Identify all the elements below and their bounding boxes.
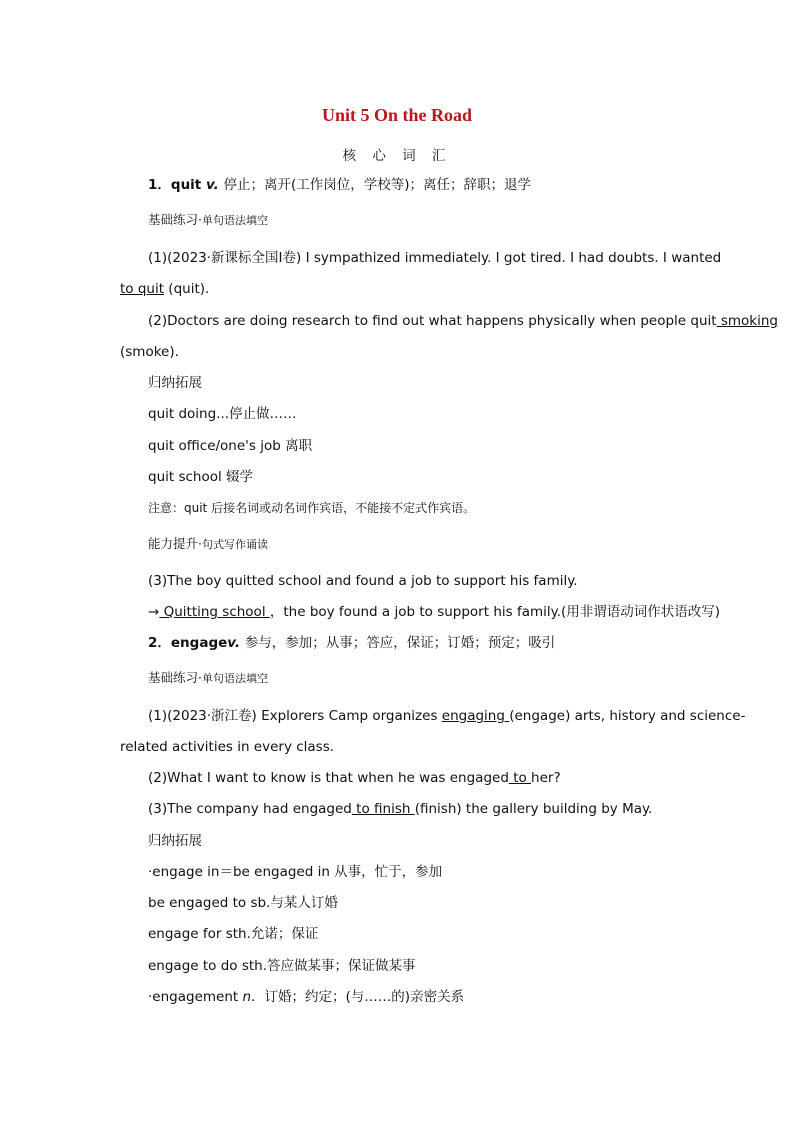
- exercise-quit-2-line1: (2)Doctors are doing research to find out what happens physically when people quit smoking: [148, 313, 778, 329]
- exercise-quit-3: (3)The boy quitted school and found a job to support his family.: [148, 573, 578, 589]
- entry-pos: v.: [205, 177, 219, 193]
- answer-blank: Quitting school: [159, 604, 270, 620]
- exercise-engage-2: (2)What I want to know is that when he was engaged to her?: [148, 770, 561, 786]
- exercise-engage-1-line2: related activities in every class.: [120, 739, 335, 755]
- summary-label: 归纳拓展: [148, 375, 202, 391]
- page-title: Unit 5 On the Road: [321, 105, 473, 125]
- summary-item: quit school 辍学: [148, 469, 254, 485]
- summary-item: be engaged to sb.与某人订婚: [148, 895, 338, 911]
- entry-pos: v.: [227, 635, 241, 651]
- entry-word: engage: [170, 635, 228, 651]
- usage-note: 注意：quit 后接名词或动名词作宾语，不能接不定式作宾语。: [148, 501, 476, 515]
- vocab-heading-quit: [148, 176, 531, 194]
- answer-blank: engaging: [441, 708, 510, 724]
- vocab-heading-engage: [148, 634, 555, 652]
- exercise-quit-2-line2: (smoke).: [120, 344, 179, 360]
- summary-item: ·engagement n．订婚；约定；(与……的)亲密关系: [148, 989, 465, 1005]
- basic-practice-label: 基础练习·单句语法填空: [148, 670, 268, 685]
- entry-word: quit: [170, 177, 202, 193]
- exercise-engage-1-line1: (1)(2023·浙江卷) Explorers Camp organizes engaging (engage) arts, history and science-: [148, 708, 746, 724]
- exercise-quit-1-line2: to quit (quit).: [120, 281, 210, 297]
- summary-label: 归纳拓展: [148, 833, 202, 849]
- summary-item: quit office/one's job 离职: [148, 438, 313, 454]
- exercise-quit-3-rewrite: → Quitting school ，the boy found a job to support his family.(用非谓语动词作状语改写): [148, 604, 721, 620]
- answer-blank: to finish: [351, 801, 415, 817]
- page-subtitle: 核 心 词 汇: [342, 148, 452, 164]
- advanced-practice-label: 能力提升·句式写作诵读: [148, 536, 268, 551]
- summary-item: ·engage in＝be engaged in 从事，忙于，参加: [148, 864, 443, 880]
- entry-number: 2．: [148, 635, 171, 651]
- exercise-quit-1-line1: (1)(2023·新课标全国Ⅰ卷) I sympathized immediately. I got tired. I had doubts. I wanted: [148, 250, 722, 266]
- entry-meaning: 参与，参加；从事；答应，保证；订婚；预定；吸引: [244, 635, 556, 651]
- entry-number: 1．: [148, 177, 171, 193]
- summary-item: engage to do sth.答应做某事；保证做某事: [148, 958, 416, 974]
- summary-item: quit doing...停止做……: [148, 406, 297, 422]
- exercise-engage-3: (3)The company had engaged to finish (finish) the gallery building by May.: [148, 801, 653, 817]
- basic-practice-label: 基础练习·单句语法填空: [148, 212, 268, 227]
- entry-meaning: 停止；离开(工作岗位，学校等)；离任；辞职；退学: [223, 177, 532, 193]
- arrow-icon: →: [148, 604, 160, 620]
- answer-blank: to quit: [120, 281, 165, 297]
- summary-item: engage for sth.允诺；保证: [148, 926, 319, 942]
- answer-blank: smoking: [716, 313, 778, 329]
- answer-blank: to: [508, 770, 532, 786]
